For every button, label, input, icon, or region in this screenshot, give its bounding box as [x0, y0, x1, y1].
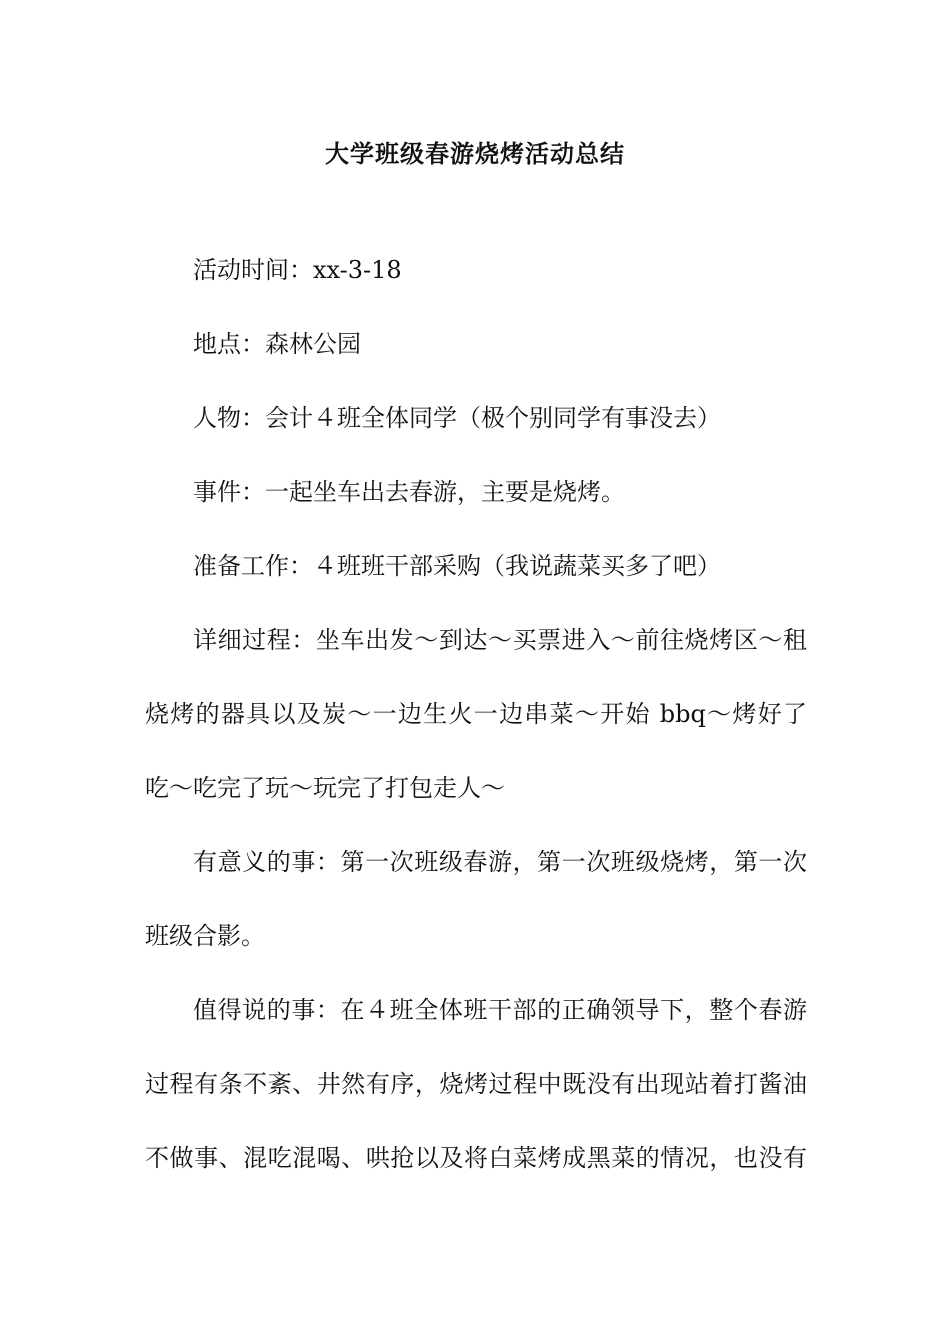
paragraph-location: 地点：森林公园	[193, 330, 361, 358]
paragraph-event: 事件：一起坐车出去春游，主要是烧烤。	[193, 478, 625, 506]
paragraph-process-line-3: 吃～吃完了玩～玩完了打包走人～	[145, 774, 505, 802]
paragraph-process-line-2: 烧烤的器具以及炭～一边生火一边串菜～开始 bbq～烤好了	[145, 700, 807, 728]
paragraph-meaningful-line-2: 班级合影。	[145, 922, 265, 950]
paragraph-meaningful-line-1: 有意义的事：第一次班级春游，第一次班级烧烤，第一次	[193, 848, 807, 876]
paragraph-process-line-1: 详细过程：坐车出发～到达～买票进入～前往烧烤区～租	[193, 626, 807, 654]
paragraph-activity-time: 活动时间：xx-3-18	[193, 256, 402, 284]
document-body	[145, 252, 807, 1214]
paragraph-worth-line-2: 过程有条不紊、井然有序，烧烤过程中既没有出现站着打酱油	[145, 1070, 807, 1098]
paragraph-people: 人物：会计４班全体同学（极个别同学有事没去）	[193, 404, 721, 432]
paragraph-preparation: 准备工作：４班班干部采购（我说蔬菜买多了吧）	[193, 552, 721, 580]
paragraph-worth-line-3: 不做事、混吃混喝、哄抢以及将白菜烤成黑菜的情况，也没有	[145, 1144, 807, 1172]
paragraph-worth-line-1: 值得说的事：在４班全体班干部的正确领导下，整个春游	[193, 996, 807, 1024]
document-title: 大学班级春游烧烤活动总结	[325, 139, 625, 168]
